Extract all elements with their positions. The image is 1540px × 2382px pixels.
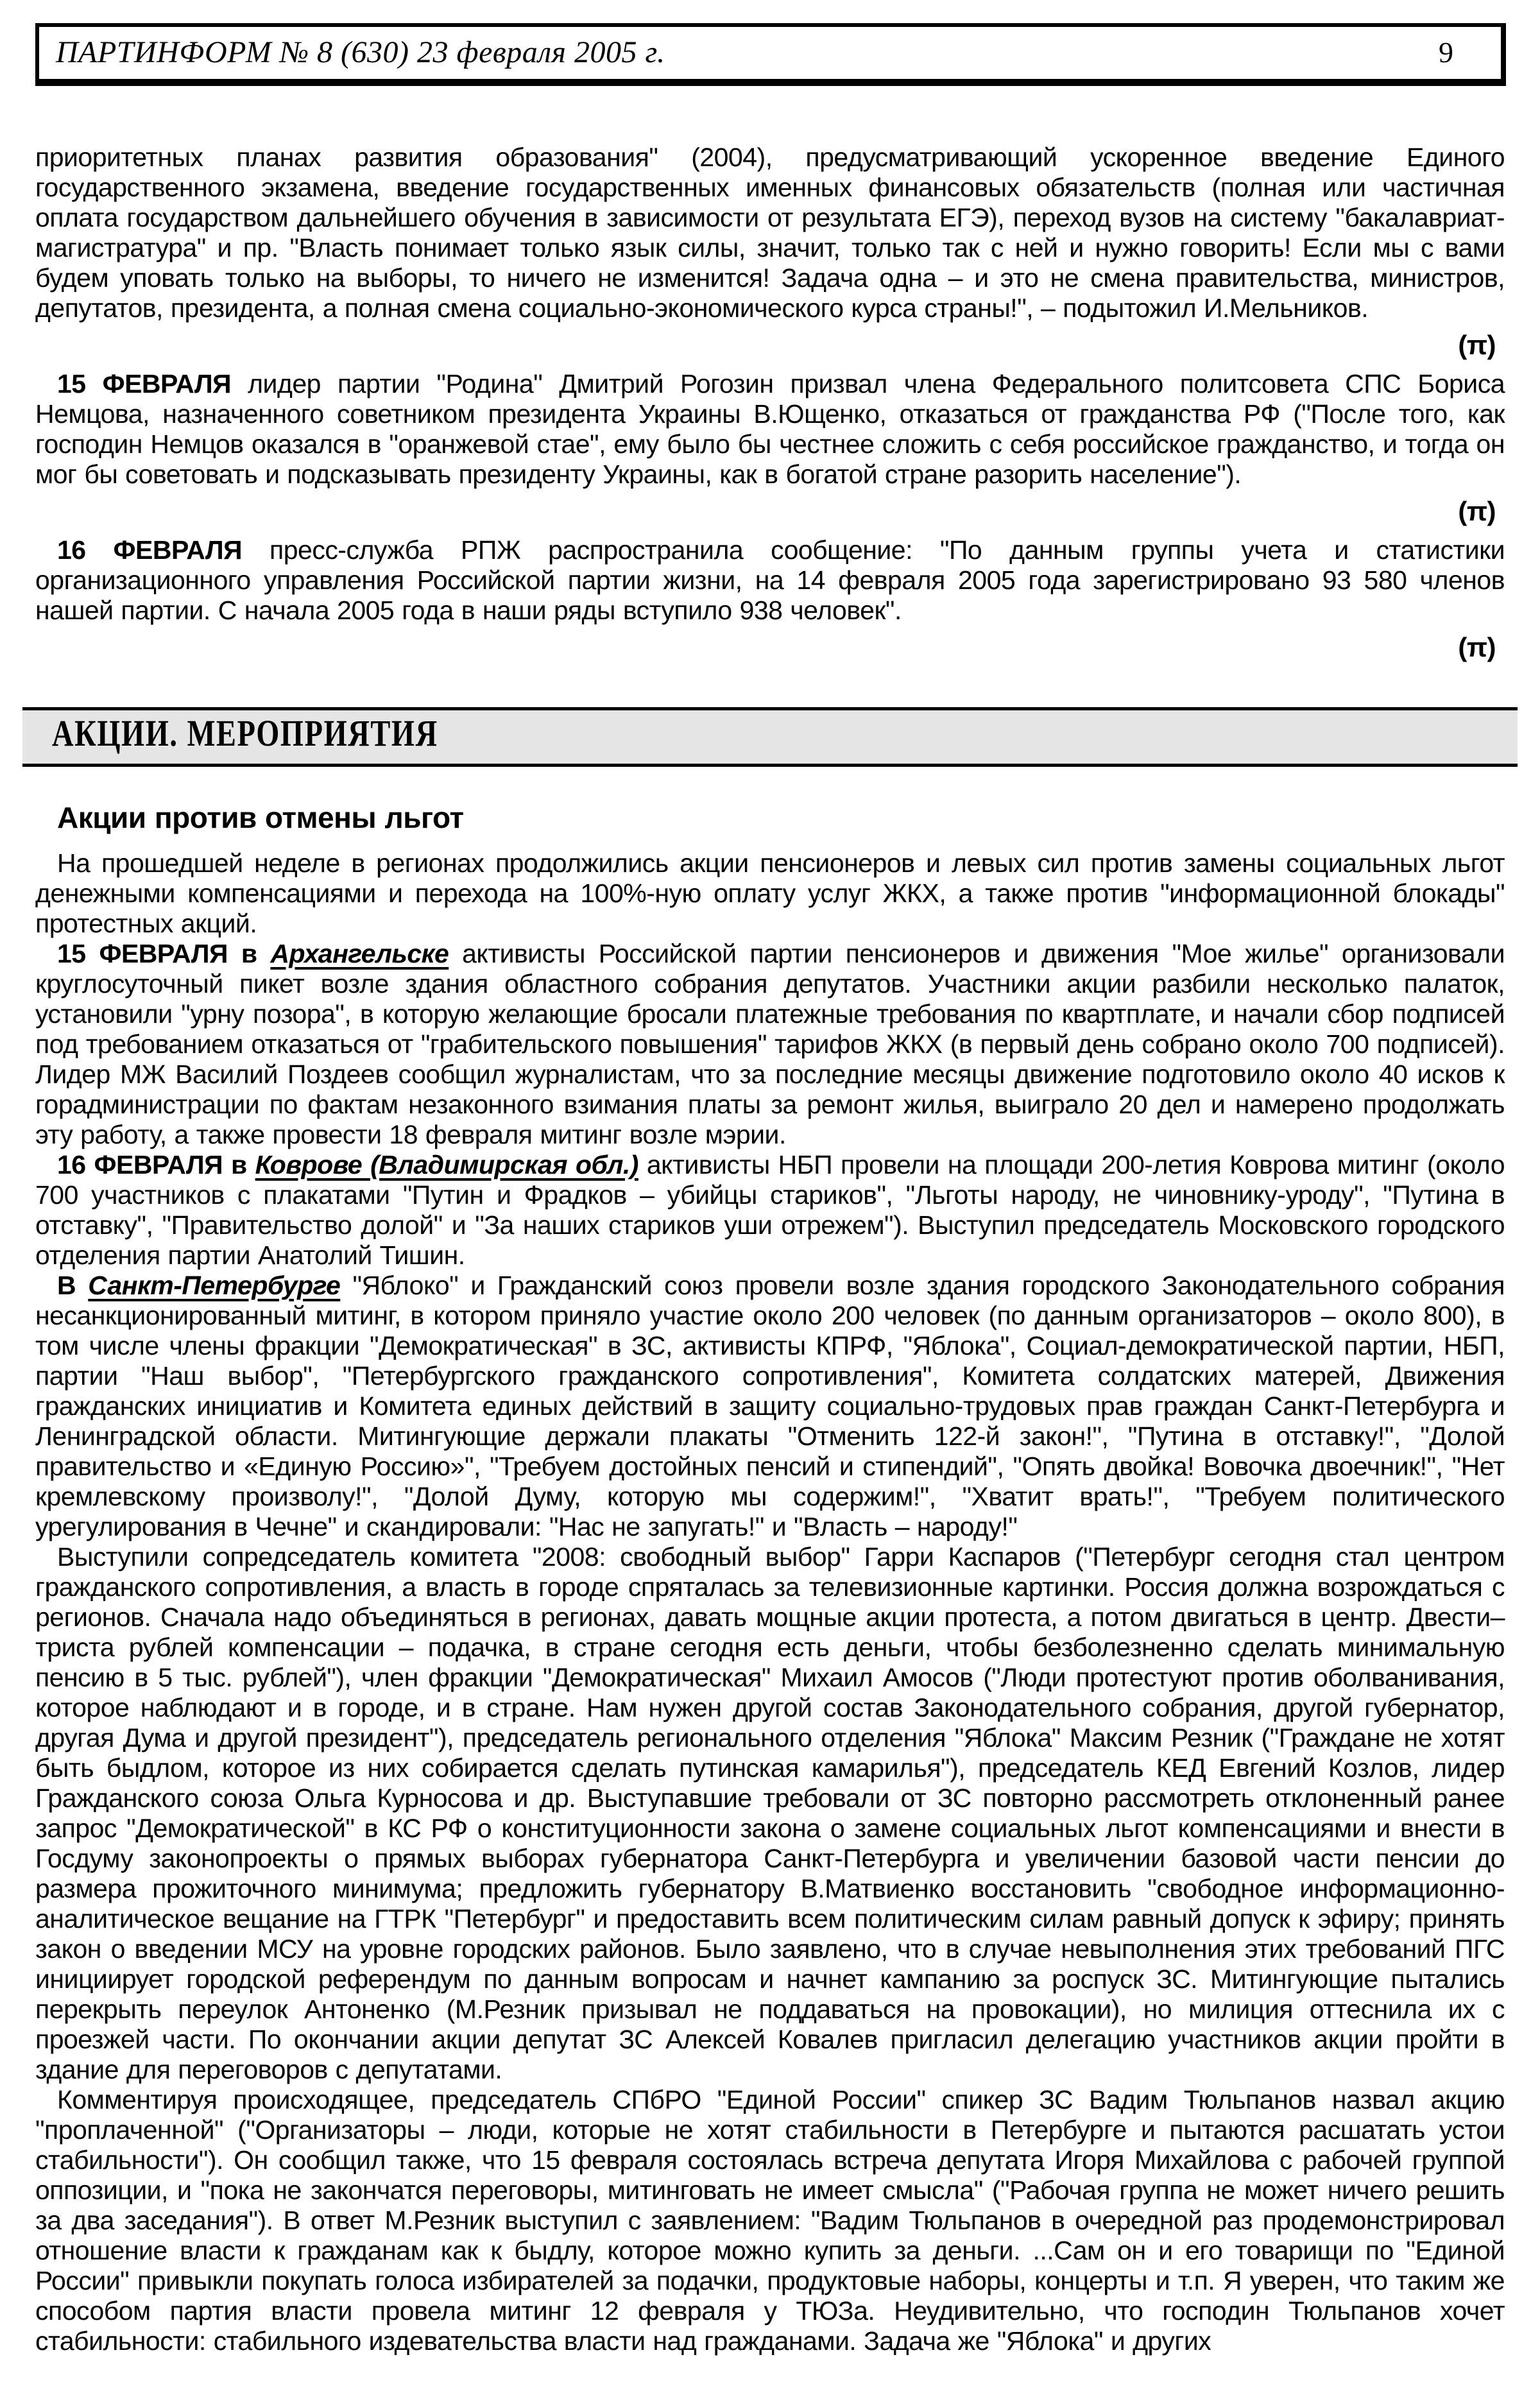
text-run: На прошедшей неделе в регионах продолжились акции пенсионеров и левых сил против замены социальных льгот денежными компенсациями и перехода на 100%-ную оплату услуг ЖКХ, а также против "информационной блокады" протестных акций.: [35, 848, 1505, 938]
text-run: активисты Российской партии пенсионеров и движения "Мое жилье" организовали круглосуточный пикет возле здания областного собрания депутатов. Участники акции разбили несколько палаток, установили "урну позора", в которую желающие бросали платежные требования по квартплате, и начали сбор подписей под требованием отказаться от "грабительского повышения" тарифов ЖКХ (в первый день собрано около 700 подписей). Лидер МЖ Василий Поздеев сообщил журналистам, что за последние месяцы движение подготовило около 40 исков к горадминистрации по фактам незаконного взимания платы за ремонт жилья, выиграло 20 дел и намерено продолжать эту работу, а также провести 18 февраля митинг возле мэрии.: [35, 939, 1505, 1149]
paragraph: [35, 2085, 1505, 2356]
text-run: лидер партии "Родина" Дмитрий Рогозин призвал члена Федерального политсовета СПС Бориса Немцова, назначенного советником президента Украины В.Ющенко, отказаться от гражданства РФ ("После того, как господин Немцов оказался в "оранжевой стае", ему было бы честнее сложить с себя российское гражданство, и тогда он мог бы советовать и подсказывать президенту Украины, как в богатой стране разорить население").: [35, 369, 1505, 489]
paragraph: [35, 369, 1505, 490]
text-run: "Яблоко" и Гражданский союз провели возле здания городского Законодательного собрания несанкционированный митинг, в котором приняло участие около 200 человек (по данным организаторов – около 800), в том числе члены фракции "Демократическая" в ЗС, активисты КПРФ, "Яблока", Социал-демократической партии, НБП, партии "Наш выбор", "Петербургского гражданского сопротивления", Комитета солдатских матерей, Движения гражданских инициатив и Комитета единых действий в защиту социально-трудовых прав граждан Санкт-Петербурга и Ленинградской области. Митингующие держали плакаты "Отменить 122-й закон!", "Путина в отставку!", "Долой правительство и «Единую Россию»", "Требуем достойных пенсий и стипендий", "Опять двойка! Вовочка двоечник!", "Нет кремлевскому произволу!", "Долой Думу, которую мы содержим!", "Хватит врать!", "Требуем политического урегулирования в Чечне" и скандировали: "Нас не запугать!" и "Власть – народу!": [35, 1271, 1505, 1541]
location-emphasis: Архангельске: [270, 939, 449, 968]
text-run: Выступили сопредседатель комитета "2008: свободный выбор" Гарри Каспаров ("Петербург сегодня стал центром гражданского сопротивления, а власть в городе спряталась за телевизионные картинки. Россия должна возрождаться с регионов. Сначала надо объединяться в регионах, давать мощные акции протеста, а потом двигаться в центр. Двести–триста рублей компенсации – подачка, в стране сегодня есть деньги, чтобы безболезненно сделать минимальную пенсию в 5 тыс. рублей"), член фракции "Демократическая" Михаил Амосов ("Люди протестуют против оболванивания, которое наблюдают и в городе, и в стране. Нам нужен другой состав Законодательного собрания, другой губернатор, другая Дума и другой президент"), председатель регионального отделения "Яблока" Максим Резник ("Граждане не хотят быть быдлом, которое из них собирается сделать путинская камарилья"), председатель КЕД Евгений Козлов, лидер Гражданского союза Ольга Курносова и др. Выступавшие требовали от ЗС повторно рассмотреть отклоненный ранее запрос "Демократической" в КС РФ о конституционности закона о замене социальных льгот компенсациями и внести в Госдуму законопроекты о прямых выборах губернатора Санкт-Петербурга и увеличении базовой части пенсии до размера прожиточного минимума; предложить губернатору В.Матвиенко восстановить "свободное информационно-аналитическое вещание на ГТРК "Петербург" и предоставить всем политическим силам равный допуск к эфиру; принять закон о введении МСУ на уровне городских районов. Было заявлено, что в случае невыполнения этих требований ПГС инициирует городской референдум по данным вопросам и начнет кампанию за роспуск ЗС. Митингующие пытались перекрыть переулок Антоненко (М.Резник призывал не поддаваться на провокации), но милиция оттеснила их с проезжей части. По окончании акции депутат ЗС Алексей Ковалев пригласил делегацию участников акции пройти в здание для переговоров с депутатами.: [35, 1542, 1505, 2084]
section-header-band: [22, 707, 1518, 767]
location-emphasis: Коврове (Владимирская обл.): [255, 1150, 638, 1179]
date-emphasis: 16 ФЕВРАЛЯ в: [57, 1150, 255, 1179]
paragraph: [35, 1150, 1505, 1271]
page-number: 9: [1439, 36, 1453, 69]
date-emphasis: 16 ФЕВРАЛЯ: [57, 535, 243, 565]
item-end-marker: (π): [1458, 496, 1496, 526]
paragraph: [35, 848, 1505, 939]
date-emphasis: 15 ФЕВРАЛЯ в: [57, 939, 271, 968]
section-title: АКЦИИ. МЕРОПРИЯТИЯ: [52, 712, 438, 754]
text-run: активисты НБП провели на площади 200-летия Коврова митинг (около 700 участников с плакатами "Путин и Фрадков – убийцы стариков", "Льготы народу, не чиновнику-уроду", "Путина в отставку", "Правительство долой" и "За наших стариков уши отрежем"). Выступил председатель Московского городского отделения партии Анатолий Тишин.: [35, 1150, 1505, 1270]
location-emphasis: Санкт-Петербурге: [88, 1271, 341, 1300]
article-body: [35, 142, 1505, 2356]
paragraph: [35, 535, 1505, 626]
paragraph: [35, 1271, 1505, 1542]
date-emphasis: 15 ФЕВРАЛЯ: [57, 369, 232, 398]
page-title: ПАРТИНФОРМ № 8 (630) 23 февраля 2005 г.: [56, 35, 665, 69]
paragraph: [35, 939, 1505, 1150]
text-run: пресс-служба РПЖ распространила сообщение: "По данным группы учета и статистики организационного управления Российской партии жизни, на 14 февраля 2005 года зарегистрировано 93 580 членов нашей партии. С начала 2005 года в наши ряды вступило 938 человек".: [35, 535, 1505, 625]
text-run: приоритетных планах развития образования" (2004), предусматривающий ускоренное введение Единого государственного экзамена, введение государственных именных финансовых обязательств (полная или частичная оплата государством дальнейшего обучения в зависимости от результата ЕГЭ), переход вузов на систему "бакалавриат-магистратура" и пр. "Власть понимает только язык силы, значит, только так с ней и нужно говорить! Если мы с вами будем уповать только на выборы, то ничего не изменится! Задача одна – и это не смена правительства, министров, депутатов, президента, а полная смена социально-экономического курса страны!", – подытожил И.Мельников.: [35, 142, 1505, 323]
paragraph: [35, 142, 1505, 323]
subsection-heading: Акции против отмены льгот: [57, 801, 464, 834]
item-end-marker: (π): [1458, 330, 1496, 360]
item-end-marker: (π): [1458, 632, 1496, 662]
date-emphasis: В: [57, 1271, 89, 1300]
running-head: [35, 23, 1505, 86]
paragraph: [35, 1542, 1505, 2085]
text-run: Комментируя происходящее, председатель СПбРО "Единой России" спикер ЗС Вадим Тюльпанов назвал акцию "проплаченной" ("Организаторы – люди, которые не хотят стабильности в Петербурге и пытаются расшатать устои стабильности"). Он сообщил также, что 15 февраля состоялась встреча депутата Игоря Михайлова с рабочей группой оппозиции, и "пока не закончатся переговоры, митинговать не имеет смысла" ("Рабочая группа не может ничего решить за два заседания"). В ответ М.Резник выступил с заявлением: "Вадим Тюльпанов в очередной раз продемонстрировал отношение власти к гражданам как к быдлу, которое можно купить за деньги. ...Сам он и его товарищи по "Единой России" привыкли покупать голоса избирателей за подачки, продуктовые наборы, концерты и т.п. Я уверен, что таким же способом партия власти провела митинг 12 февраля у ТЮЗа. Неудивительно, что господин Тюльпанов хочет стабильности: стабильного издевательства власти над гражданами. Задача же "Яблока" и других: [35, 2085, 1505, 2356]
